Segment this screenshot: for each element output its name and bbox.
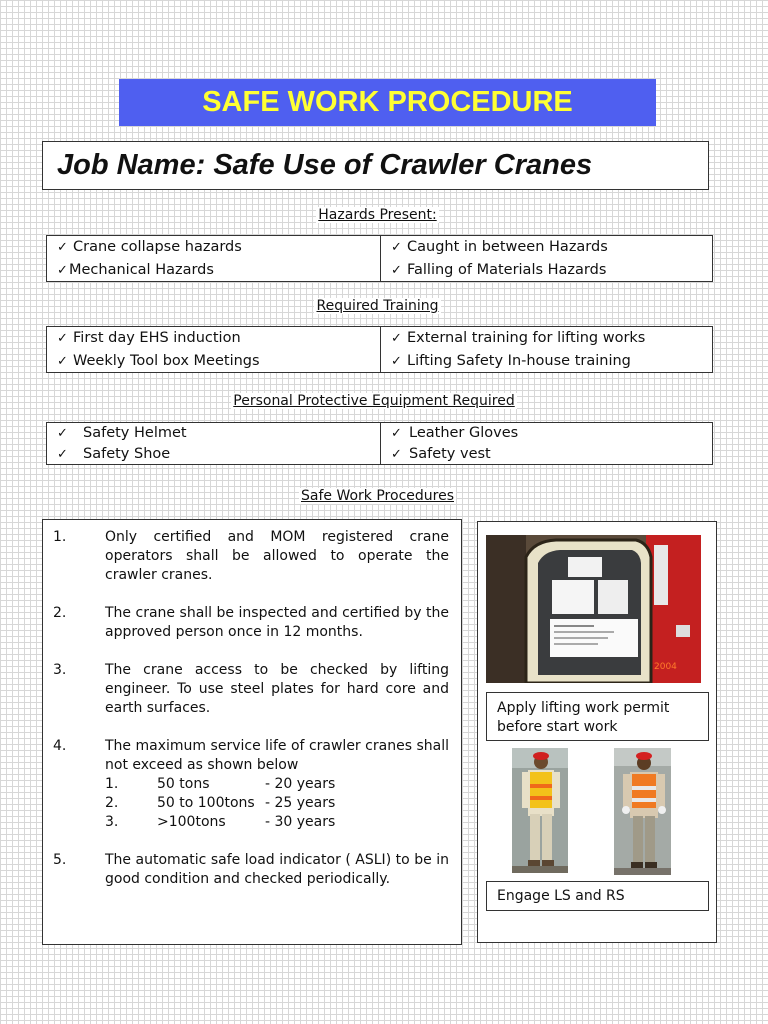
service-life-years: - 30 years xyxy=(265,814,336,830)
title-banner: SAFE WORK PROCEDURE xyxy=(119,79,656,126)
check-icon: ✓ xyxy=(391,354,402,369)
check-icon: ✓ xyxy=(57,447,68,462)
crane-permit-photo xyxy=(486,535,701,683)
service-life-number: 3. xyxy=(105,814,119,830)
check-icon: ✓ xyxy=(391,426,402,441)
hazard-item: ✓ Falling of Materials Hazards xyxy=(391,259,712,282)
procedures-heading: Safe Work Procedures xyxy=(301,488,454,504)
procedure-text xyxy=(105,737,449,832)
hazards-table xyxy=(46,235,713,282)
check-icon: ✓ xyxy=(57,426,68,441)
training-item: ✓ Lifting Safety In-house training xyxy=(391,350,712,373)
procedure-number: 5. xyxy=(53,852,67,868)
service-life-capacity: 50 to 100tons xyxy=(157,795,255,811)
service-life-number: 1. xyxy=(105,776,119,792)
training-heading: Required Training xyxy=(316,298,439,314)
check-icon: ✓ xyxy=(391,263,402,278)
training-item: ✓ First day EHS induction xyxy=(57,327,380,350)
procedure-text: The crane access to be checked by lifting engineer. To use steel plates for hard core and earth surfaces. xyxy=(105,662,449,716)
service-life-number: 2. xyxy=(105,795,119,811)
procedure-item xyxy=(53,737,449,832)
check-icon: ✓ xyxy=(57,263,68,278)
check-icon: ✓ xyxy=(391,331,402,346)
ppe-item: ✓ Safety vest xyxy=(391,444,712,465)
service-life-years: - 25 years xyxy=(265,795,336,811)
service-life-list xyxy=(105,775,449,832)
procedure-text: The automatic safe load indicator ( ASLI) to be in good condition and checked periodically. xyxy=(105,852,449,887)
service-life-capacity: >100tons xyxy=(157,814,226,830)
training-item: ✓ External training for lifting works xyxy=(391,327,712,350)
check-icon: ✓ xyxy=(391,447,402,462)
check-icon: ✓ xyxy=(57,331,68,346)
hazard-item: ✓Mechanical Hazards xyxy=(57,259,380,282)
hazard-item: ✓ Crane collapse hazards xyxy=(57,236,380,259)
procedure-text: Only certified and MOM registered crane operators shall be allowed to operate the crawler cranes. xyxy=(105,529,449,583)
procedure-text-main: The maximum service life of crawler cranes shall not exceed as shown below xyxy=(105,738,449,773)
procedure-text: The crane shall be inspected and certified by the approved person once in 12 months. xyxy=(105,605,449,640)
check-icon: ✓ xyxy=(391,240,402,255)
service-life-row xyxy=(105,794,449,813)
service-life-row xyxy=(105,813,449,832)
procedures-list xyxy=(42,519,462,945)
caption-ls-rs: Engage LS and RS xyxy=(486,881,709,911)
procedure-item xyxy=(53,661,449,718)
caption-permit: Apply lifting work permit before start work xyxy=(486,692,709,741)
photo-date-stamp: 2004 xyxy=(654,662,677,672)
check-icon: ✓ xyxy=(57,354,68,369)
ppe-item: ✓ Leather Gloves xyxy=(391,423,712,444)
hazard-item: ✓ Caught in between Hazards xyxy=(391,236,712,259)
training-item: ✓ Weekly Tool box Meetings xyxy=(57,350,380,373)
ppe-heading: Personal Protective Equipment Required xyxy=(233,393,515,409)
service-life-capacity: 50 tons xyxy=(157,776,210,792)
procedure-item xyxy=(53,851,449,889)
procedure-number: 2. xyxy=(53,605,67,621)
worker-left-illustration xyxy=(512,748,568,873)
check-icon: ✓ xyxy=(57,240,68,255)
procedure-item xyxy=(53,604,449,642)
service-life-row xyxy=(105,775,449,794)
worker-right-illustration xyxy=(614,748,671,875)
procedure-number: 4. xyxy=(53,738,67,754)
crane-permit-illustration xyxy=(486,535,701,683)
service-life-years: - 20 years xyxy=(265,776,336,792)
job-name: Job Name: Safe Use of Crawler Cranes xyxy=(42,141,709,190)
worker-photo-right xyxy=(614,748,671,875)
hazards-heading: Hazards Present: xyxy=(318,207,437,223)
ppe-item: ✓ Safety Shoe xyxy=(57,444,380,465)
ppe-item: ✓ Safety Helmet xyxy=(57,423,380,444)
worker-photo-left xyxy=(512,748,568,873)
procedure-number: 3. xyxy=(53,662,67,678)
procedure-number: 1. xyxy=(53,529,67,545)
training-table xyxy=(46,326,713,373)
procedure-item xyxy=(53,528,449,585)
ppe-table xyxy=(46,422,713,465)
